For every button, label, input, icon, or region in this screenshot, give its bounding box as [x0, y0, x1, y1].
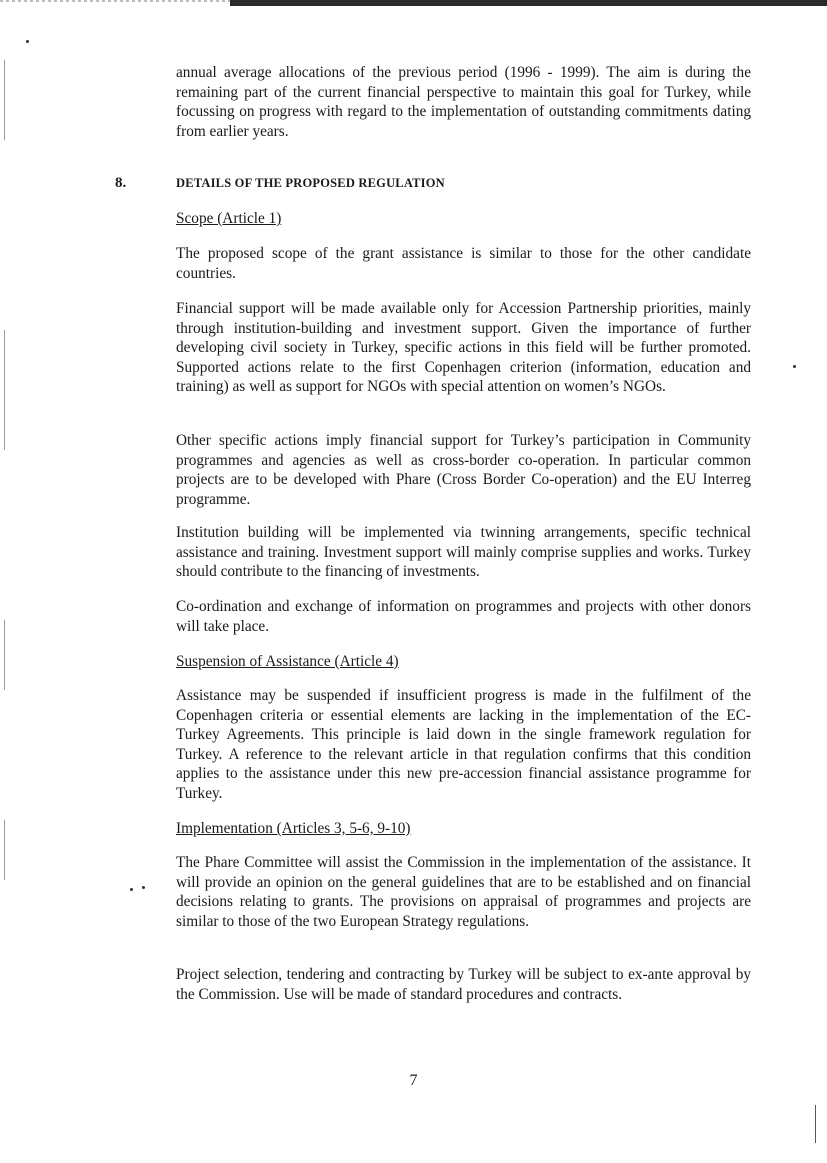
scope-heading: Scope (Article 1)	[176, 210, 282, 227]
implementation-heading: Implementation (Articles 3, 5-6, 9-10)	[176, 820, 411, 837]
scan-edge-left	[4, 330, 5, 450]
section-title: DETAILS OF THE PROPOSED REGULATION	[176, 176, 445, 190]
suspension-paragraph: Assistance may be suspended if insufficient progress is made in the fulfilment of the Copenhagen criteria or essential elements are lacking in the implementation of the EC-Turkey Agreements. This principle is laid down in the single framework regulation for Turkey. A reference to the relevant article in that regulation confirms that this condition applies to the assistance under this new pre-accession financial assistance programme for Turkey.	[176, 687, 751, 802]
scan-speck	[130, 888, 133, 891]
scan-speck	[793, 365, 796, 368]
implementation-paragraph-1: The Phare Committee will assist the Commission in the implementation of the assistance. It will provide an opinion on the general guidelines that are to be established and on financial decisions relating to grants. The provisions on appraisal of programmes and projects are similar to those of the two European Strategy regulations.	[176, 854, 751, 930]
intro-paragraph: annual average allocations of the previous period (1996 - 1999). The aim is during the remaining part of the current financial perspective to maintain this goal for Turkey, while focussing on progress with regard to the implementation of outstanding commitments dating from earlier years.	[176, 64, 751, 140]
section-number: 8.	[115, 175, 127, 191]
scope-paragraph-5: Co-ordination and exchange of information on programmes and projects with other donors will take place.	[176, 598, 751, 635]
scan-edge-right	[815, 1105, 816, 1143]
scan-speck	[142, 886, 145, 889]
scan-edge-left	[4, 620, 5, 690]
scope-paragraph-1: The proposed scope of the grant assistance is similar to those for the other candidate countries.	[176, 245, 751, 282]
scan-edge-top	[230, 0, 827, 6]
suspension-heading: Suspension of Assistance (Article 4)	[176, 653, 399, 670]
scan-speck	[26, 40, 29, 43]
scan-edge-left	[4, 60, 5, 140]
page-number: 7	[409, 1072, 418, 1089]
scope-paragraph-2: Financial support will be made available only for Accession Partnership priorities, mainly through institution-building and investment support. Given the importance of further developing civil society in Turkey, specific actions in this field will be further promoted. Supported actions relate to the first Copenhagen criterion (information, education and training) as well as support for NGOs with special attention on women’s NGOs.	[176, 300, 751, 395]
scope-paragraph-4: Institution building will be implemented via twinning arrangements, specific technical assistance and training. Investment support will mainly comprise supplies and works. Turkey should contribute to the financing of investments.	[176, 524, 751, 580]
scan-edge-top-faint	[0, 0, 230, 2]
scope-paragraph-3: Other specific actions imply financial support for Turkey’s participation in Community programmes and agencies as well as cross-border co-operation. In particular common projects are to be developed with Phare (Cross Border Co-operation) and the EU Interreg programme.	[176, 432, 751, 508]
scan-edge-left	[4, 820, 5, 880]
implementation-paragraph-2: Project selection, tendering and contracting by Turkey will be subject to ex-ante approval by the Commission. Use will be made of standard procedures and contracts.	[176, 966, 751, 1003]
